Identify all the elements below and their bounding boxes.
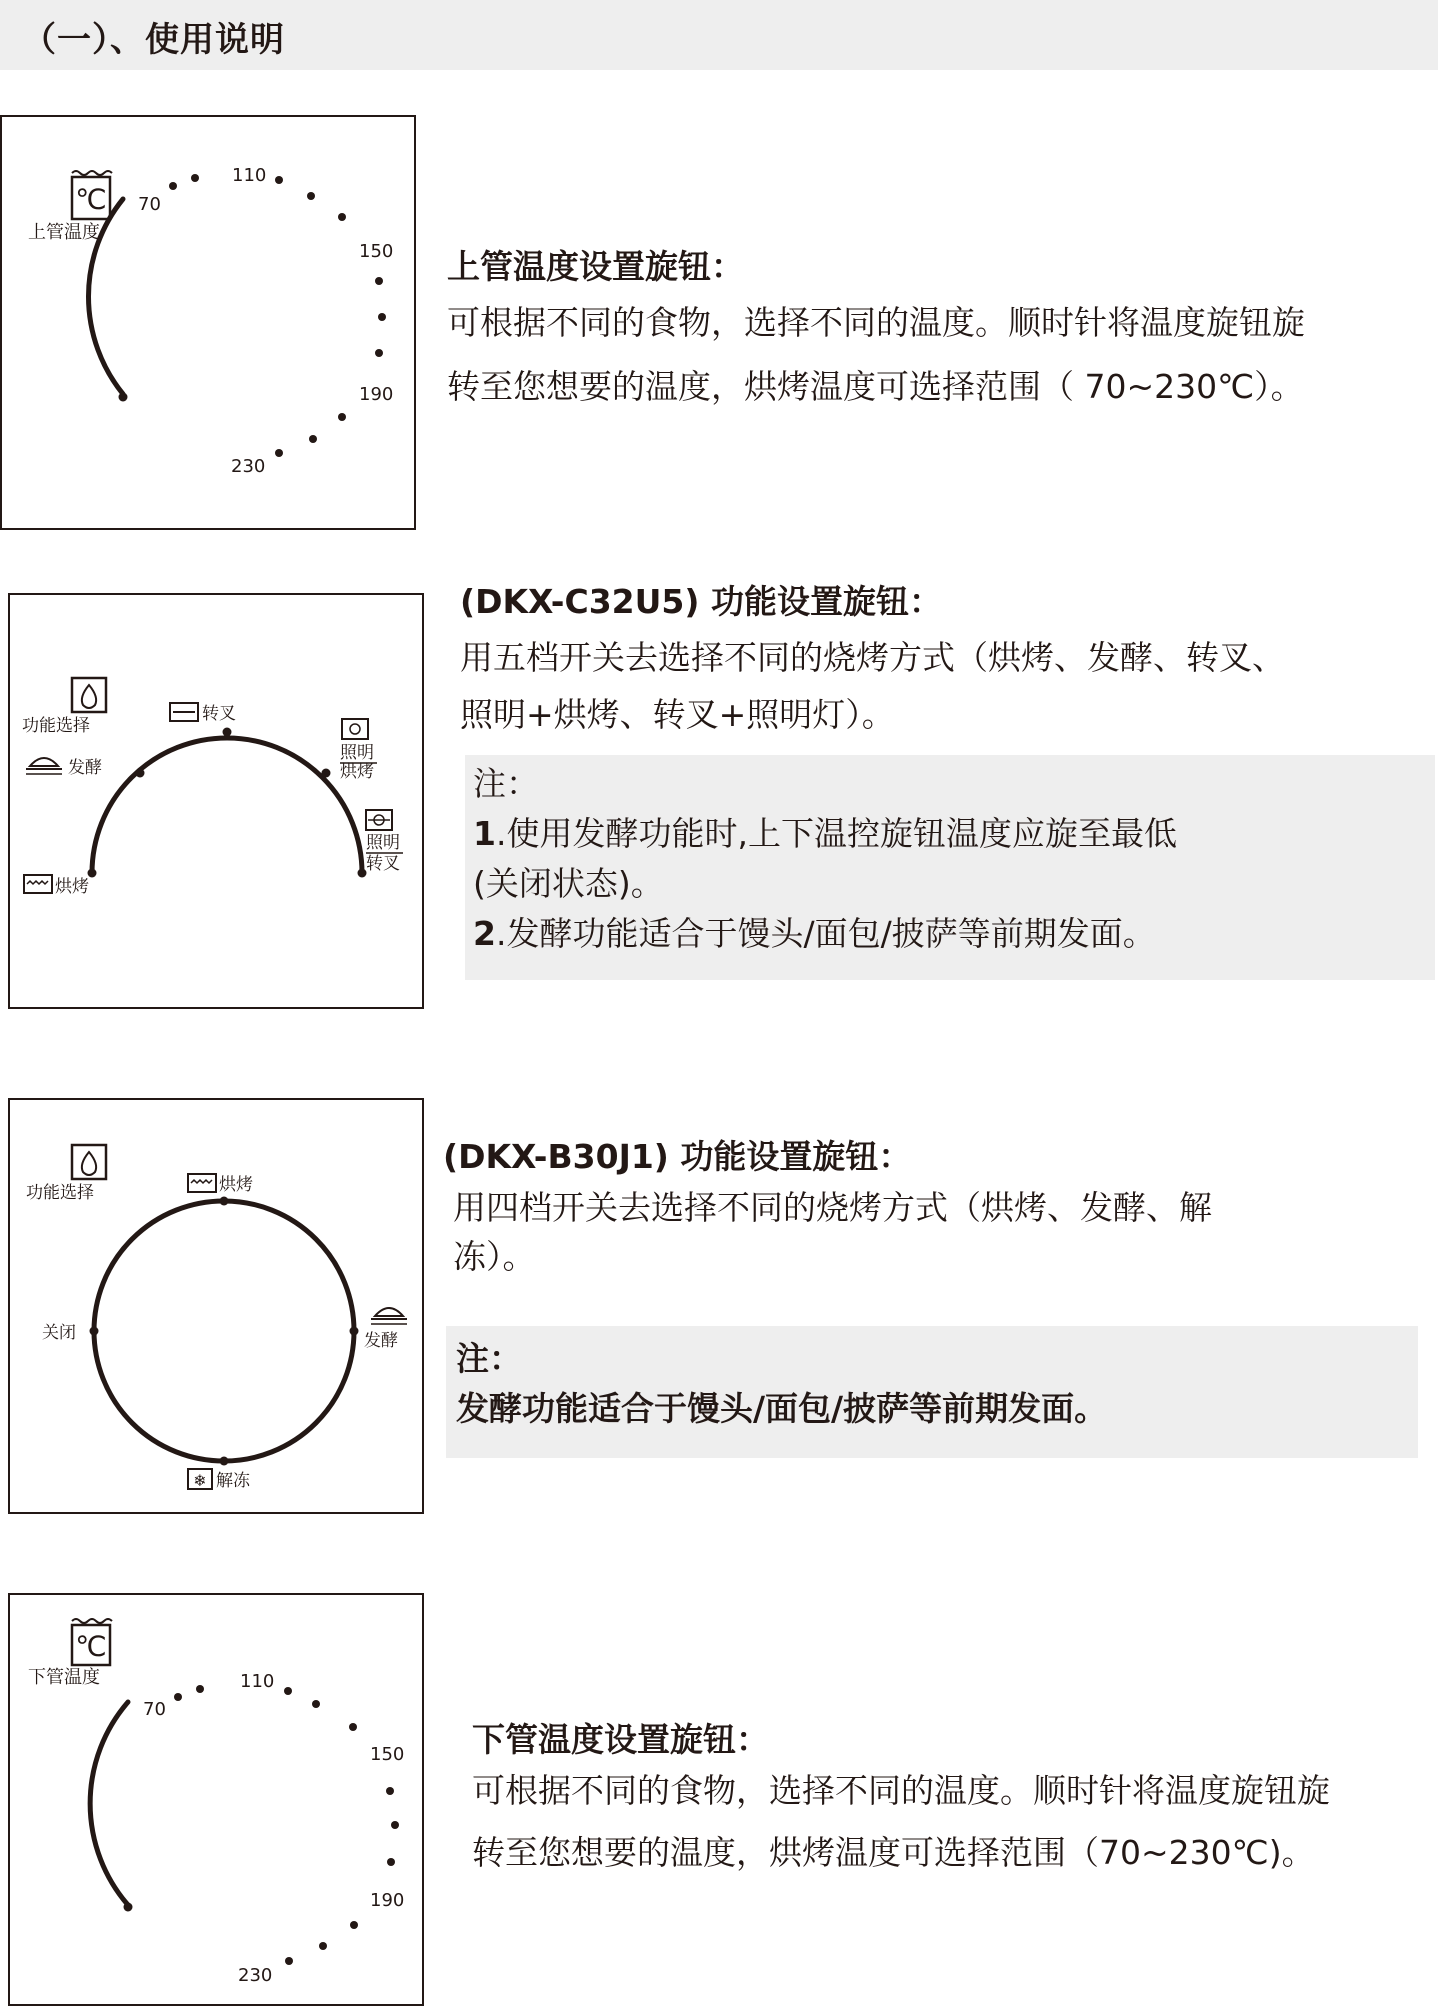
dial-dot: [307, 192, 315, 200]
dial-dot: [338, 213, 346, 221]
b30-note-title: 注：: [456, 1339, 522, 1378]
upper-temp-knob-panel: [0, 115, 416, 530]
lower-temp-dial: [10, 1595, 426, 2008]
option-light-rotisserie-2: 转叉: [366, 854, 400, 874]
option-light-bake-1: 照明: [340, 743, 374, 763]
b30-line-1: 用四档开关去选择不同的烧烤方式（烘烤、发酵、解: [453, 1188, 1212, 1227]
dial-dot: [136, 769, 145, 778]
light-rotisserie-icon: [366, 810, 392, 830]
option-light-rotisserie-1: 照明: [366, 833, 400, 853]
dial-dot: [220, 1197, 229, 1206]
dial-dot: [309, 435, 317, 443]
tick-label-110: 110: [232, 165, 267, 186]
thermometer-icon: [72, 171, 112, 219]
c32-line-1: 用五档开关去选择不同的烧烤方式（烘烤、发酵、转叉、: [460, 638, 1285, 677]
dial-dot: [284, 1687, 292, 1695]
note-text: .发酵功能适合于馒头/面包/披萨等前期发面。: [495, 914, 1156, 953]
section-header: [0, 0, 1438, 70]
function-ring: [94, 1201, 354, 1461]
b30-description: [443, 1133, 1212, 1279]
c32-note-item-1-cont: [473, 859, 1177, 909]
dial-dot: [191, 174, 199, 182]
dial-dot: [319, 1942, 327, 1950]
note-text: (关闭状态)。: [473, 864, 664, 903]
function-arc: [92, 738, 362, 873]
dial-dot: [174, 1693, 182, 1701]
upper-temp-label: 上管温度: [28, 222, 100, 243]
upper-temp-title: 上管温度设置旋钮：: [447, 247, 744, 286]
c32-note-title: 注：: [473, 764, 539, 803]
dial-dot: [386, 1787, 394, 1795]
celsius-symbol: ℃: [75, 1630, 107, 1663]
note-number: 2: [473, 914, 496, 953]
dial-dot: [312, 1700, 320, 1708]
rotisserie-icon: [170, 703, 198, 721]
upper-temp-description: [447, 243, 1305, 419]
dial-dot: [322, 769, 331, 778]
lower-temp-description: [472, 1716, 1330, 1888]
tick-label-70: 70: [138, 194, 161, 215]
bake-icon: [24, 875, 52, 893]
dial-dot: [338, 413, 346, 421]
dial-dot: [275, 449, 283, 457]
dial-dot: [387, 1858, 395, 1866]
dial-dot: [350, 1921, 358, 1929]
upper-temp-line-2: 转至您想要的温度，烘烤温度可选择范围（ 70~230℃）。: [447, 367, 1304, 406]
defrost-icon: [188, 1469, 212, 1490]
dial-dot: [196, 1685, 204, 1693]
dial-dot: [119, 393, 128, 402]
dial-dot: [285, 1957, 293, 1965]
b30-function-dial: [10, 1100, 426, 1516]
b30-function-knob-panel: [8, 1098, 424, 1514]
note-text: .使用发酵功能时,上下温控旋钮温度应旋至最低: [495, 814, 1177, 853]
note-number: 1: [473, 814, 496, 853]
c32-title: (DKX-C32U5) 功能设置旋钮：: [460, 582, 942, 621]
dial-dot: [220, 1457, 229, 1466]
option-defrost: 解冻: [216, 1471, 250, 1491]
b30-note-box: [446, 1326, 1418, 1458]
upper-temp-line-1: 可根据不同的食物，选择不同的温度。顺时针将温度旋钮旋: [447, 303, 1305, 342]
dial-dot: [350, 1327, 359, 1336]
tick-label-110: 110: [240, 1671, 275, 1692]
tick-label-150: 150: [359, 241, 394, 262]
option-bake: 烘烤: [55, 877, 89, 897]
light-icon: [342, 719, 368, 739]
lower-temp-title: 下管温度设置旋钮：: [472, 1720, 769, 1759]
option-ferment: 发酵: [364, 1331, 398, 1351]
b30-title: (DKX-B30J1) 功能设置旋钮：: [443, 1137, 912, 1176]
dial-dot: [90, 1327, 99, 1336]
dial-dot: [378, 313, 386, 321]
dial-dot: [275, 176, 283, 184]
c32-function-dial: [10, 595, 426, 1011]
svg-text:❄: ❄: [193, 1471, 207, 1490]
c32-description: [460, 578, 1285, 740]
dial-dot: [223, 728, 232, 737]
ferment-icon: [371, 1308, 407, 1324]
tick-label-230: 230: [238, 1965, 273, 1986]
dial-dot: [375, 349, 383, 357]
flame-icon: [72, 1145, 106, 1179]
dial-dot: [124, 1903, 133, 1912]
tick-label-190: 190: [370, 1890, 405, 1911]
c32-note-box: [465, 755, 1435, 980]
lower-temp-label: 下管温度: [28, 1667, 100, 1688]
tick-label-230: 230: [231, 456, 266, 477]
lower-temp-knob-panel: [8, 1593, 424, 2006]
c32-note-item-2: [473, 909, 1177, 959]
tick-label-70: 70: [143, 1699, 166, 1720]
c32-note-item-1: [473, 809, 1177, 859]
thermometer-icon: [72, 1619, 112, 1665]
celsius-symbol: ℃: [75, 183, 107, 216]
b30-line-2: 冻）。: [453, 1237, 536, 1276]
lower-temp-line-2: 转至您想要的温度，烘烤温度可选择范围（70~230℃)。: [472, 1833, 1315, 1872]
tick-label-150: 150: [370, 1744, 405, 1765]
option-light-bake-2: 烘烤: [340, 762, 374, 782]
flame-icon: [72, 678, 106, 712]
option-off: 关闭: [42, 1323, 76, 1343]
function-select-label: 功能选择: [26, 1183, 94, 1203]
tick-label-190: 190: [359, 384, 394, 405]
c32-line-2: 照明+烘烤、转叉+照明灯）。: [460, 695, 895, 734]
upper-temp-dial: [2, 117, 418, 532]
temp-arc: [90, 1702, 128, 1905]
ferment-icon: [26, 758, 62, 774]
dial-dot: [375, 277, 383, 285]
option-ferment: 发酵: [68, 758, 102, 778]
bake-icon: [188, 1174, 216, 1192]
lower-temp-line-1: 可根据不同的食物，选择不同的温度。顺时针将温度旋钮旋: [472, 1771, 1330, 1810]
b30-note-text: 发酵功能适合于馒头/面包/披萨等前期发面。: [456, 1389, 1108, 1428]
dial-dot: [391, 1821, 399, 1829]
option-rotisserie: 转叉: [202, 704, 236, 724]
section-title: （一）、使用说明: [22, 20, 285, 60]
c32-function-knob-panel: [8, 593, 424, 1009]
dial-dot: [169, 182, 177, 190]
function-select-label: 功能选择: [22, 716, 90, 736]
option-bake: 烘烤: [219, 1175, 253, 1195]
dial-dot: [349, 1723, 357, 1731]
